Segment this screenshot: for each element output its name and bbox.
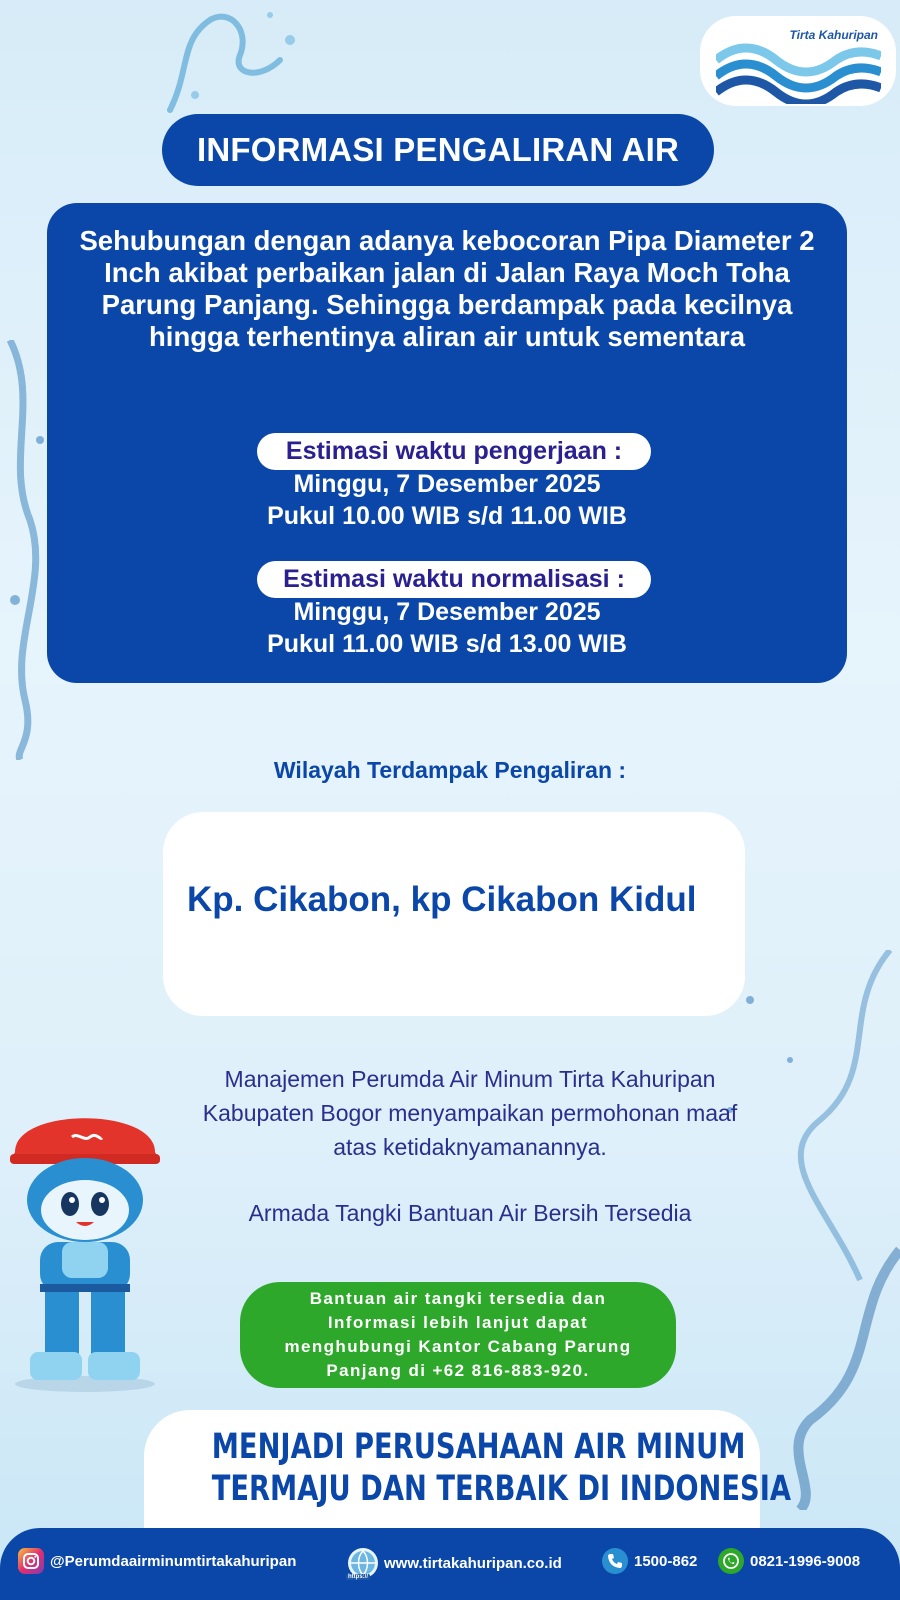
phone-icon (602, 1548, 628, 1574)
web-badge-text: https:// (348, 1574, 368, 1580)
affected-region-areas: Kp. Cikabon, kp Cikabon Kidul (187, 880, 697, 919)
help-line-4: Panjang di +62 816-883-920. (326, 1361, 590, 1380)
globe-icon (348, 1548, 378, 1578)
page-title: INFORMASI PENGALIRAN AIR (162, 114, 714, 186)
water-splash-top (150, 0, 310, 120)
apology-text (160, 1062, 780, 1164)
apology-line-1: Manajemen Perumda Air Minum Tirta Kahuripan (224, 1066, 716, 1092)
wave-logo-icon (716, 38, 881, 104)
tank-assistance-notice (240, 1282, 676, 1388)
whatsapp-icon (718, 1548, 744, 1574)
help-line-1: Bantuan air tangki tersedia dan (309, 1289, 607, 1308)
normalization-estimate-date: Minggu, 7 Desember 2025 (293, 598, 601, 626)
vision-line-2: TERMAJU DAN TERBAIK DI INDONESIA (211, 1469, 792, 1509)
vision-card (144, 1410, 792, 1540)
website-url: www.tirtakahuripan.co.id (384, 1554, 562, 1572)
affected-region-label: Wilayah Terdampak Pengaliran : (273, 757, 627, 783)
apology-line-3: atas ketidaknyamanannya. (333, 1134, 607, 1160)
normalization-estimate-label: Estimasi waktu normalisasi : (257, 561, 651, 598)
work-estimate-time: Pukul 10.00 WIB s/d 11.00 WIB (267, 502, 627, 530)
normalization-estimate-time: Pukul 11.00 WIB s/d 13.00 WIB (267, 630, 627, 658)
footer-website[interactable] (348, 1548, 562, 1578)
footer-phone[interactable] (602, 1548, 697, 1574)
instagram-icon (18, 1548, 44, 1574)
help-line-3: menghubungi Kantor Cabang Parung (284, 1337, 632, 1356)
armada-text: Armada Tangki Bantuan Air Bersih Tersedia (248, 1200, 692, 1226)
whatsapp-number: 0821-1996-9008 (750, 1552, 861, 1570)
footer-bar (0, 1528, 900, 1600)
mascot-illustration (10, 1092, 160, 1392)
notice-card (47, 203, 847, 683)
affected-region-card (163, 812, 745, 1016)
footer-whatsapp[interactable] (718, 1548, 860, 1574)
instagram-handle: @Perumdaairminumtirtakahuripan (50, 1552, 297, 1570)
phone-number: 1500-862 (634, 1552, 698, 1570)
logo (700, 16, 896, 106)
help-line-2: Informasi lebih lanjut dapat (327, 1313, 589, 1332)
vision-line-1: MENJADI PERUSAHAAN AIR MINUM (211, 1427, 746, 1467)
footer-instagram[interactable] (18, 1548, 296, 1574)
notice-description: Sehubungan dengan adanya kebocoran Pipa Diameter 2 Inch akibat perbaikan jalan di Jalan Raya Moch Toha Parung Panjang. Sehingga berdampak pada kecilnya hingga terhentinya aliran air untuk sementara (79, 225, 815, 352)
work-estimate-label: Estimasi waktu pengerjaan : (257, 433, 651, 470)
apology-line-2: Kabupaten Bogor menyampaikan permohonan maaf (202, 1100, 738, 1126)
work-estimate-date: Minggu, 7 Desember 2025 (293, 470, 601, 498)
logo-brand-text: Tirta Kahuripan (789, 28, 878, 42)
